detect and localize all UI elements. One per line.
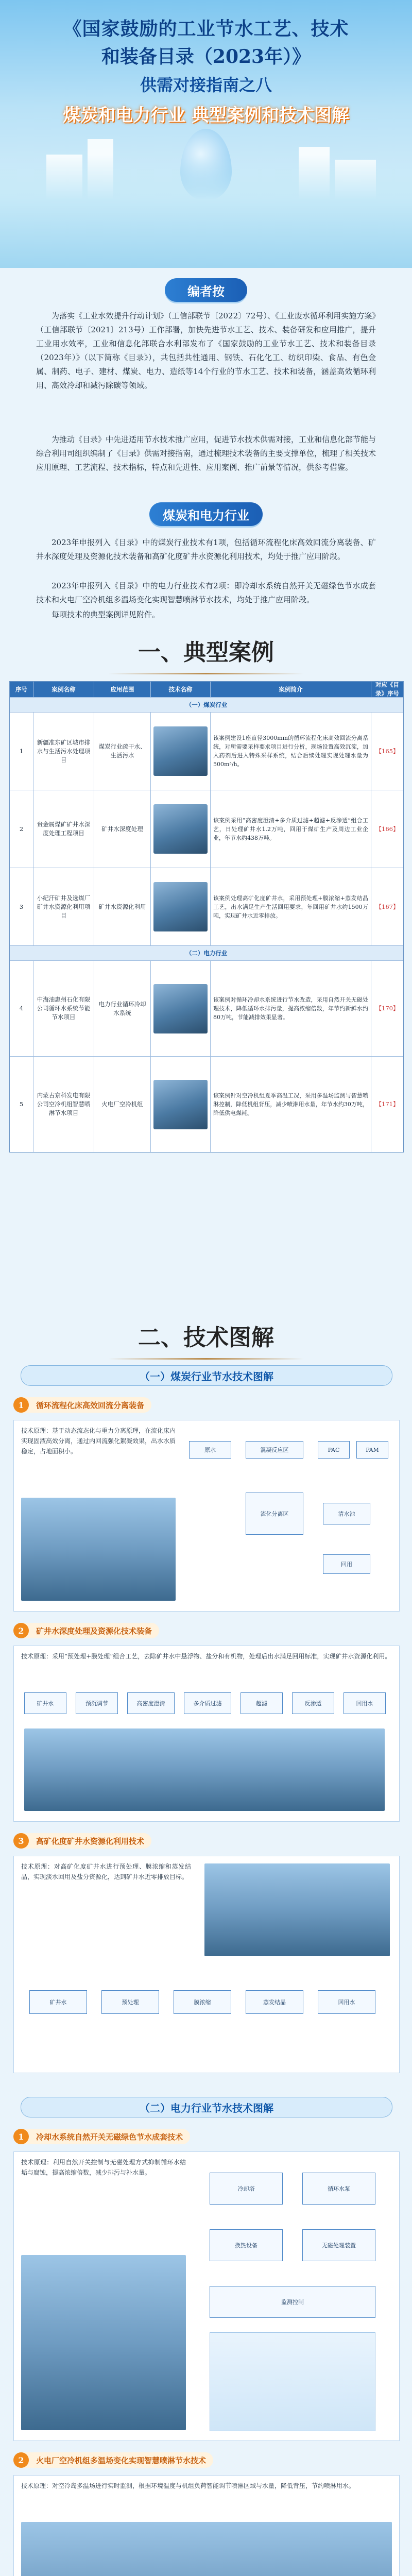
diagram-number-badge: 3 bbox=[13, 1833, 29, 1849]
row-number: 5 bbox=[10, 1057, 33, 1152]
flow-box: 无磁处理装置 bbox=[302, 2229, 375, 2261]
table-category-label: （一）煤炭行业 bbox=[185, 701, 228, 708]
title-underline bbox=[108, 1358, 304, 1360]
hero-banner bbox=[0, 0, 412, 268]
hero-title-line2: 和装备目录（2023年）》 bbox=[101, 46, 311, 67]
flow-box: 换热设备 bbox=[210, 2229, 283, 2261]
flow-box: 冷却塔 bbox=[210, 2173, 283, 2205]
diagram-description: 技术原理：对高矿化度矿井水进行预处理、膜浓缩和蒸发结晶，实现淡水回用及盐分资源化，达到矿井水近零排放目标。 bbox=[21, 1863, 191, 1880]
table-row bbox=[10, 713, 403, 790]
diagram-description: 技术原理：利用自然开关控制与无磁处理方式抑制循环水结垢与腐蚀，提高浓缩倍数，减少排污与补水量。 bbox=[21, 2159, 186, 2176]
row-number: 4 bbox=[10, 961, 33, 1056]
intro-paragraph-2: 2023年申报列入《目录》中的电力行业技术有2项：即冷却水系统自然开关无磁绿色节水成套技术和火电厂空冷机组多温场变化实现智慧喷淋节水技术，均处于推广应用阶段。 bbox=[36, 581, 376, 604]
preface-paragraph-1: 为落实《工业水效提升行动计划》（工信部联节〔2022〕72号）、《工业废水循环利用实施方案》（工信部联节〔2021〕213号）工作部署，加快先进节水工艺、技术、装备研发和应用推广，提升工业用水效率，工业和信息化部联合水利部发布了《国家鼓励的工业节水工艺、技术和装备目录（2023年）》（以下简称《目录》），共包括共性通用、钢铁、石化化工、纺织印染、食品、有色金属、制药、电子、建材、煤炭、电力、造纸等14个行业的节水工艺、技术和装备，涵盖高效循环利用、高效冷却和减污除碳等领域。 bbox=[36, 311, 376, 390]
water-wave-decoration bbox=[0, 155, 412, 268]
diagram-subtitle bbox=[13, 1623, 159, 1638]
case-photo-cell bbox=[151, 790, 211, 868]
section-title-diagrams-text: 二、技术图解 bbox=[138, 1325, 274, 1351]
row-number: 3 bbox=[10, 868, 33, 945]
diagram-number-badge: 2 bbox=[13, 1623, 29, 1638]
diagram-subtitle bbox=[13, 1397, 151, 1413]
plant-photo bbox=[24, 1728, 385, 1811]
flow-box: 回用水 bbox=[318, 1990, 375, 2014]
diagram-number-badge: 2 bbox=[13, 2452, 29, 2468]
diagram-description: 技术原理：对空冷岛多温场进行实时监测，根据环境温度与机组负荷智能调节喷淋区域与水量，降低背压，节约喷淋用水。 bbox=[21, 2482, 355, 2489]
diagram-description: 技术原理：采用“预处理+膜处理”组合工艺，去除矿井水中悬浮物、盐分和有机物，处理后出水满足回用标准，实现矿井水资源化利用。 bbox=[21, 1653, 391, 1660]
diagram-subtitle-text: 循环流程化床高效回流分离装备 bbox=[36, 1400, 145, 1410]
flow-box: 蒸发结晶 bbox=[246, 1990, 303, 2014]
diagram-number-badge: 1 bbox=[13, 1397, 29, 1413]
case-scope: 矿井水深度处理 bbox=[94, 790, 151, 868]
diagram-subtitle-text: 矿井水深度处理及资源化技术装备 bbox=[36, 1626, 152, 1636]
intro-paragraph-1: 2023年申报列入《目录》中的煤炭行业技术有1项，包括循环流程化床高效回流分离装备、矿井水深度处理及资源化技术装备和高矿化度矿井水资源化利用技术，均处于推广应用阶段。 bbox=[36, 538, 376, 561]
flow-box: 矿井水 bbox=[24, 1692, 66, 1714]
flow-box: 混凝反应区 bbox=[246, 1441, 303, 1459]
case-name: 小纪汗矿井及选煤厂矿井水资源化利用项目 bbox=[33, 868, 94, 945]
row-number: 1 bbox=[10, 713, 33, 790]
flow-box: 预沉调节 bbox=[76, 1692, 118, 1714]
row-number: 2 bbox=[10, 790, 33, 868]
hero-highlight-title: 煤炭和电力行业 典型案例和技术图解 bbox=[63, 105, 349, 126]
section-pill-preface: 编者按 bbox=[165, 278, 247, 302]
table-category-row bbox=[10, 946, 403, 961]
case-name: 内蒙古京科发电有限公司空冷机组智慧喷淋节水项目 bbox=[33, 1057, 94, 1152]
catalog-ref: 【165】 bbox=[375, 747, 399, 755]
diagram-subtitle-text: 高矿化度矿井水资源化利用技术 bbox=[36, 1836, 145, 1846]
catalog-ref: 【170】 bbox=[375, 1005, 399, 1012]
diagram-subtitle bbox=[13, 2452, 213, 2468]
section-title-diagrams bbox=[0, 1319, 412, 1360]
flow-box: 膜浓缩 bbox=[174, 1990, 231, 2014]
table-header-cell: 应用范围 bbox=[94, 682, 151, 697]
case-scope: 电力行业循环冷却水系统 bbox=[94, 961, 151, 1056]
table-row bbox=[10, 868, 403, 946]
table-row bbox=[10, 961, 403, 1057]
table-header-cell: 案例简介 bbox=[211, 682, 371, 697]
case-description: 该案例建设1座直径3000mm的循环流程化床高效回流分离系统，对所需要采样要求项目进行分析，现场设置高效沉淀，加入药剂后进入特殊采样系统，结合后续处理实现处理水量为500m³/h。 bbox=[211, 713, 371, 790]
case-description: 该案例针对空冷机组夏季高温工况，采用多温场监测与智慧喷淋控制，降低机组背压，减少喷淋用水量，年节水约30万吨，降低供电煤耗。 bbox=[211, 1057, 371, 1152]
case-name: 贵金属煤矿矿井水深度处理工程项目 bbox=[33, 790, 94, 868]
diagram-subtitle-text: 冷却水系统自然开关无磁绿色节水成套技术 bbox=[36, 2132, 183, 2142]
diagram-panel bbox=[13, 2151, 400, 2441]
system-illustration bbox=[210, 2332, 375, 2431]
catalog-ref: 【166】 bbox=[375, 825, 399, 833]
case-photo bbox=[153, 882, 208, 931]
table-category-label: （二）电力行业 bbox=[185, 949, 228, 957]
table-row bbox=[10, 1057, 403, 1152]
diagram-subtitle-text: 火电厂空冷机组多温场变化实现智慧喷淋节水技术 bbox=[36, 2455, 207, 2465]
title-underline bbox=[108, 673, 304, 674]
section-pill-coal-power: 煤炭和电力行业 bbox=[149, 502, 263, 526]
table-category-row bbox=[10, 698, 403, 713]
diagram-number-badge: 1 bbox=[13, 2129, 29, 2144]
catalog-ref: 【167】 bbox=[375, 903, 399, 910]
table-header-cell: 案例名称 bbox=[33, 682, 94, 697]
flow-box: 多介质过滤 bbox=[184, 1692, 231, 1714]
diagram-panel bbox=[13, 1646, 400, 1822]
case-name: 中海油惠州石化有限公司循环水系统节能节水项目 bbox=[33, 961, 94, 1056]
hero-title-line1: 《国家鼓励的工业节水工艺、技术 bbox=[63, 18, 349, 40]
table-row bbox=[10, 790, 403, 868]
flow-box: 流化分离区 bbox=[246, 1493, 303, 1535]
preface-paragraph-2: 为推动《目录》中先进适用节水技术推广应用，促进节水技术供需对接，工业和信息化部节能与综合利用司组织编制了《目录》供需对接指南，通过梳理技术装备的主要支撑单位，梳理了相关技术应用原理、工艺流程、技术指标，特点和先进性、应用案例、推广前景等情况，供参考借鉴。 bbox=[36, 435, 376, 472]
flow-box: 反渗透 bbox=[292, 1692, 334, 1714]
diagram-description: 技术原理：基于动态流态化与重力分离原理，在流化床内实现固液高效分离，通过内回流强化絮凝效果，出水水质稳定，占地面积小。 bbox=[21, 1427, 176, 1455]
diagram-panel bbox=[13, 2475, 400, 2576]
case-scope: 煤炭行业疏干水、生活污水 bbox=[94, 713, 151, 790]
flow-box: 回用水 bbox=[344, 1692, 386, 1714]
plant-photo bbox=[21, 2522, 392, 2576]
flow-box: 原水 bbox=[189, 1441, 231, 1459]
case-photo bbox=[153, 804, 208, 854]
diagram-subtitle bbox=[13, 2129, 190, 2144]
power-diagram-ribbon: （二）电力行业节水技术图解 bbox=[21, 2097, 392, 2117]
case-description: 该案例处理高矿化度矿井水，采用预处理+膜浓缩+蒸发结晶工艺，出水满足生产生活回用要求，年回用矿井水约1500万吨，实现矿井水近零排放。 bbox=[211, 868, 371, 945]
flow-box: PAM bbox=[356, 1441, 388, 1459]
case-photo-cell bbox=[151, 1057, 211, 1152]
case-scope: 矿井水资源化利用 bbox=[94, 868, 151, 945]
case-name: 新疆准东矿区城市排水与生活污水处理项目 bbox=[33, 713, 94, 790]
case-photo-cell bbox=[151, 868, 211, 945]
intro-paragraph-3: 每项技术的典型案例详见附件。 bbox=[52, 610, 160, 619]
plant-photo bbox=[204, 1863, 390, 1956]
flow-box: 预处理 bbox=[101, 1990, 159, 2014]
case-photo-cell bbox=[151, 961, 211, 1056]
case-table bbox=[9, 681, 404, 1153]
table-header-cell: 对应《目录》序号 bbox=[375, 681, 399, 697]
case-description: 该案例采用“高密度澄清+多介质过滤+超滤+反渗透”组合工艺，日处理矿井水1.2万吨，回用于煤矿生产及周边工业企业，年节水约438万吨。 bbox=[211, 790, 371, 868]
plant-photo bbox=[21, 1498, 176, 1601]
table-header-row bbox=[10, 682, 403, 698]
case-photo bbox=[153, 726, 208, 776]
hero-subtitle: 供需对接指南之八 bbox=[140, 75, 272, 95]
flow-box: 清水池 bbox=[323, 1503, 370, 1524]
flow-box: 监测控制 bbox=[210, 2286, 375, 2318]
table-header-cell: 技术名称 bbox=[151, 682, 211, 697]
diagram-panel bbox=[13, 1420, 400, 1612]
plant-photo bbox=[21, 2255, 186, 2430]
case-scope: 火电厂空冷机组 bbox=[94, 1057, 151, 1152]
case-photo-cell bbox=[151, 713, 211, 790]
section-title-cases-text: 一、典型案例 bbox=[138, 639, 274, 666]
table-header-cell: 序号 bbox=[10, 682, 33, 697]
diagram-subtitle bbox=[13, 1833, 151, 1849]
catalog-ref: 【171】 bbox=[375, 1100, 399, 1108]
case-photo bbox=[153, 1080, 208, 1129]
case-photo bbox=[153, 984, 208, 1033]
section-title-cases bbox=[0, 634, 412, 674]
flow-box: PAC bbox=[318, 1441, 350, 1459]
flow-box: 高密度澄清 bbox=[127, 1692, 175, 1714]
diagram-panel bbox=[13, 1856, 400, 2073]
flow-box: 回用 bbox=[323, 1554, 370, 1574]
flow-box: 矿井水 bbox=[29, 1990, 87, 2014]
case-description: 该案例对循环冷却水系统进行节水改造，采用自然开关无磁处理技术，降低循环水排污量，提高浓缩倍数，年节约新鲜水约80万吨，节能减排效果显著。 bbox=[211, 961, 371, 1056]
flow-box: 循环水泵 bbox=[302, 2173, 375, 2205]
flow-box: 超滤 bbox=[241, 1692, 283, 1714]
coal-diagram-ribbon: （一）煤炭行业节水技术图解 bbox=[21, 1365, 392, 1386]
